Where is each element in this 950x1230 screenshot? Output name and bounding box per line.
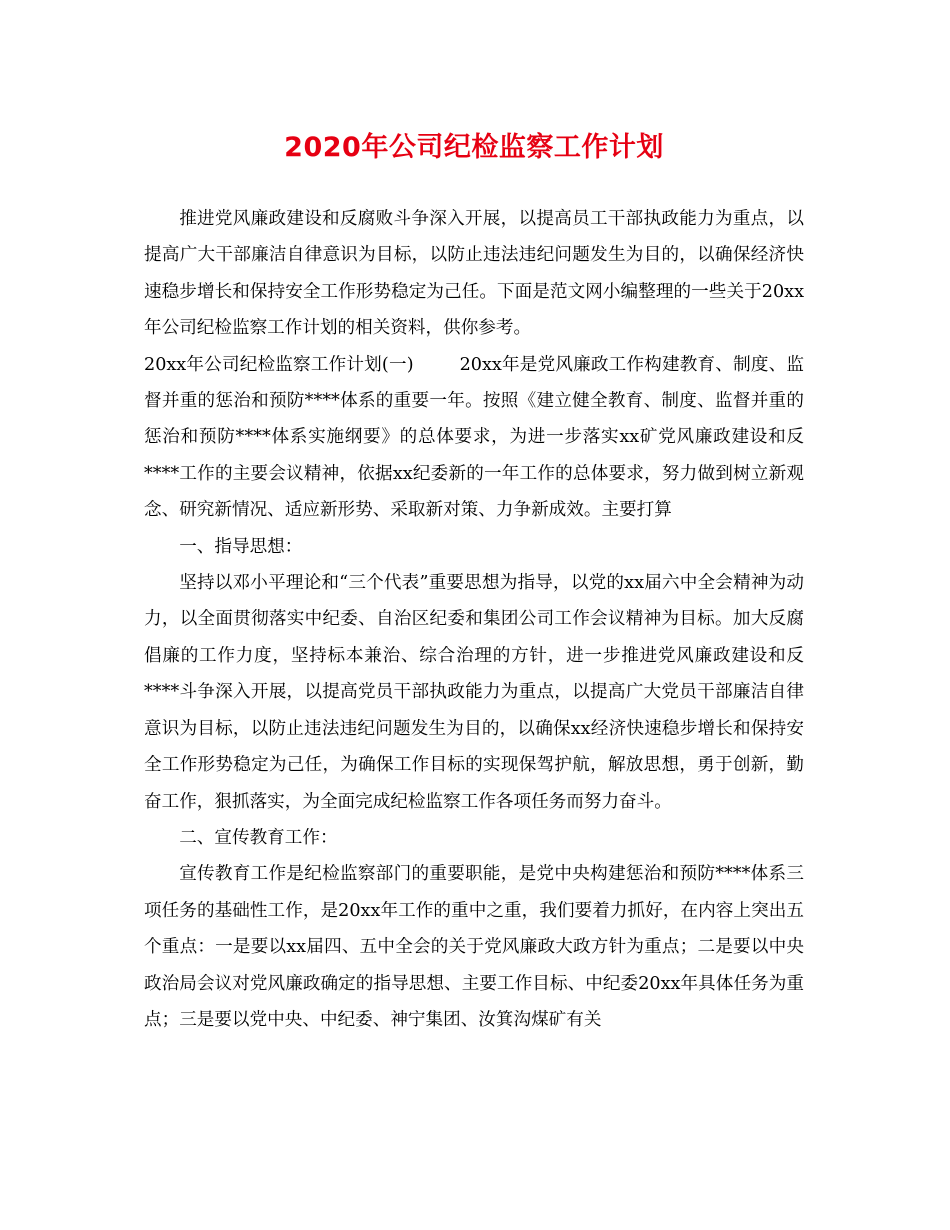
intro-paragraph: 推进党风廉政建设和反腐败斗争深入开展，以提高员工干部执政能力为重点，以提高广大干部廉洁自律意识为目标，以防止违法违纪问题发生为目的，以确保经济快速稳步增长和保持安全工作形势稳定为己任。下面是范文网小编整理的一些关于20xx年公司纪检监察工作计划的相关资料，供你参考。 (144, 209, 804, 339)
section-1-paragraph: 坚持以邓小平理论和“三个代表”重要思想为指导，以党的xx届六中全会精神为动力，以全面贯彻落实中纪委、自治区纪委和集团公司工作会议精神为目标。加大反腐倡廉的工作力度，坚持标本兼治、综合治理的方针，进一步推进党风廉政建设和反****斗争深入开展，以提高党员干部执政能力为重点，以提高广大党员干部廉洁自律意识为目标，以防止违法违纪问题发生为目的，以确保xx经济快速稳步增长和保持安全工作形势稳定为己任，为确保工作目标的实现保驾护航，解放思想，勇于创新，勤奋工作，狠抓落实，为全面完成纪检监察工作各项任务而努力奋斗。 (144, 573, 804, 812)
section-2-paragraph: 宣传教育工作是纪检监察部门的重要职能，是党中央构建惩治和预防****体系三项任务的基础性工作，是20xx年工作的重中之重，我们要着力抓好，在内容上突出五个重点：一是要以xx届四、五中全会的关于党风廉政大政方针为重点；二是要以中央政治局会议对党风廉政确定的指导思想、主要工作目标、中纪委20xx年具体任务为重点；三是要以党中央、中纪委、神宁集团、汝箕沟煤矿有关 (144, 864, 804, 1030)
plan-body: 20xx年是党风廉政工作构建教育、制度、监督并重的惩治和预防****体系的重要一年。按照《建立健全教育、制度、监督并重的惩治和预防****体系实施纲要》的总体要求，为进一步落实xx矿党风廉政建设和反****工作的主要会议精神，依据xx纪委新的一年工作的总体要求，努力做到树立新观念、研究新情况、适应新形势、采取新对策、力争新成效。主要打算 (144, 354, 804, 521)
plan-paragraph (144, 347, 804, 529)
section-2-heading: 二、宣传教育工作： (179, 827, 338, 848)
plan-heading: 20xx年公司纪检监察工作计划(一) (144, 354, 414, 375)
document-body (144, 201, 804, 1038)
document-title: 2020年公司纪检监察工作计划 (284, 132, 664, 163)
section-1-heading: 一、指导思想： (179, 536, 303, 557)
